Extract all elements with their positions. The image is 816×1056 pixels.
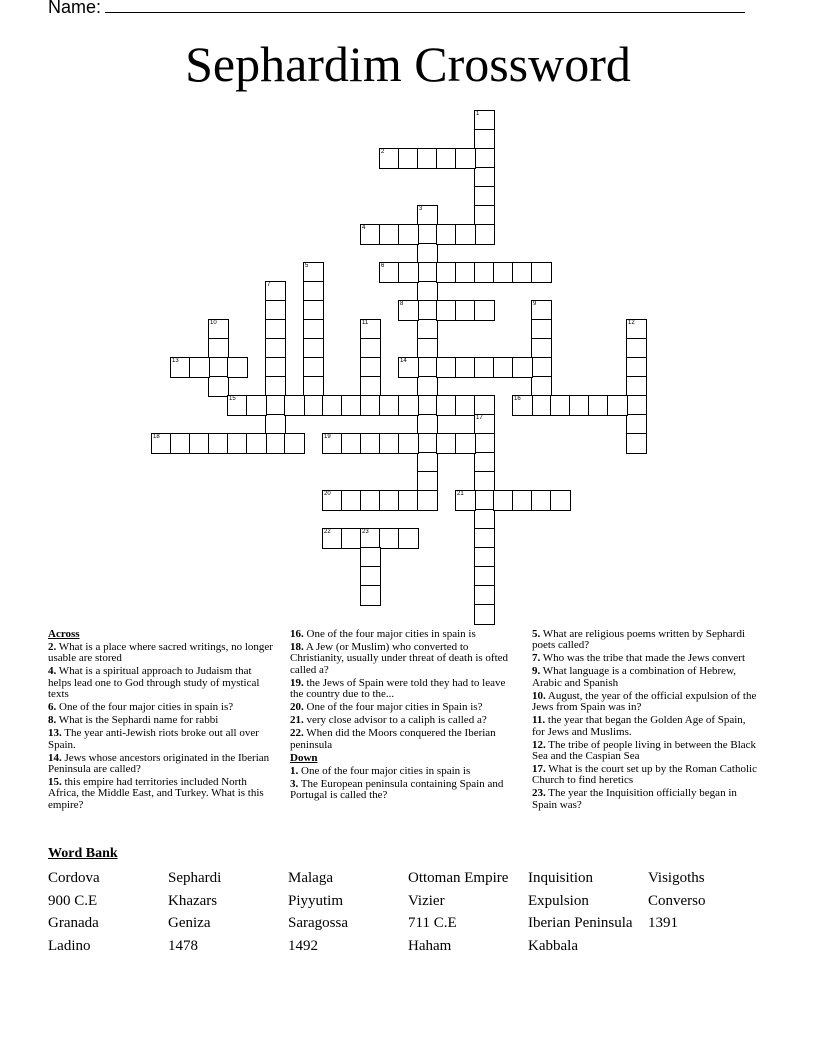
clue-text: What is a spiritual approach to Judaism that helps lead one to God through study of mystical texts xyxy=(48,665,260,701)
crossword-cell[interactable] xyxy=(474,433,495,454)
clue-section-heading: Down xyxy=(290,751,318,764)
crossword-cell[interactable] xyxy=(512,490,533,511)
crossword-cell[interactable] xyxy=(417,224,438,245)
crossword-cell[interactable] xyxy=(436,148,457,169)
crossword-cell[interactable] xyxy=(227,357,248,378)
clue-number: 15 xyxy=(229,396,236,402)
clue-number: 16 xyxy=(514,396,521,402)
clue-section-heading: Across xyxy=(48,628,80,640)
crossword-cell[interactable] xyxy=(379,528,400,549)
clue-text: When did the Moors conquered the Iberian peninsula xyxy=(290,727,496,751)
clue-number: 13 xyxy=(172,358,179,364)
crossword-cell[interactable] xyxy=(246,395,267,416)
crossword-cell[interactable] xyxy=(474,300,495,321)
crossword-cell[interactable] xyxy=(417,395,438,416)
crossword-cell[interactable] xyxy=(341,490,362,511)
clue xyxy=(532,764,760,787)
clue xyxy=(290,728,518,751)
clue-text: the year that began the Golden Age of Spain, for Jews and Muslims. xyxy=(532,714,746,738)
crossword-cell[interactable] xyxy=(417,281,438,302)
clue-number: 17. xyxy=(532,763,546,776)
clue xyxy=(532,691,760,714)
crossword-cell[interactable] xyxy=(474,205,495,226)
word-bank-item: 1478 xyxy=(168,937,198,954)
crossword-cell[interactable] xyxy=(531,395,552,416)
crossword-cell[interactable] xyxy=(303,300,324,321)
clue-number: 22 xyxy=(324,529,331,535)
crossword-cell[interactable] xyxy=(626,357,647,378)
clue-number: 7 xyxy=(267,282,271,288)
crossword-cell[interactable] xyxy=(474,528,495,549)
clue-number: 22. xyxy=(290,727,304,740)
clue-text: The European peninsula containing Spain and Portugal is called the? xyxy=(290,777,504,802)
crossword-cell[interactable] xyxy=(303,262,324,283)
crossword-cell[interactable] xyxy=(474,490,495,511)
clue xyxy=(48,753,276,776)
clue xyxy=(290,779,518,802)
word-bank-item: Inquisition xyxy=(528,870,594,886)
crossword-cell[interactable] xyxy=(474,110,495,131)
crossword-cell[interactable] xyxy=(417,433,438,454)
crossword-cell[interactable] xyxy=(493,262,514,283)
crossword-cell[interactable] xyxy=(588,395,609,416)
crossword-cell[interactable] xyxy=(379,148,400,169)
clues-column-3 xyxy=(532,629,760,813)
crossword-cell[interactable] xyxy=(360,376,381,397)
clue-number: 5. xyxy=(532,628,541,640)
clue-number: 18 xyxy=(153,434,160,440)
clue-number: 17 xyxy=(476,415,483,421)
crossword-cell[interactable] xyxy=(626,414,647,435)
clue-number: 21. xyxy=(290,714,304,727)
crossword-cell[interactable] xyxy=(303,319,324,340)
crossword-cell[interactable] xyxy=(265,414,286,435)
crossword-cell[interactable] xyxy=(626,338,647,359)
word-bank-item: 900 C.E xyxy=(48,892,98,909)
crossword-cell[interactable] xyxy=(189,433,210,454)
clue-number: 5 xyxy=(305,263,309,269)
crossword-cell[interactable] xyxy=(474,129,495,150)
clue xyxy=(48,777,276,811)
crossword-cell[interactable] xyxy=(512,262,533,283)
crossword-cell[interactable] xyxy=(493,357,514,378)
crossword-cell[interactable] xyxy=(322,395,343,416)
crossword-cell[interactable] xyxy=(607,395,628,416)
clue-number: 6. xyxy=(48,701,57,714)
crossword-cell[interactable] xyxy=(360,490,381,511)
clue-number: 21 xyxy=(457,491,464,497)
word-bank-item: 1492 xyxy=(288,937,318,954)
word-bank-item: 1391 xyxy=(648,915,678,931)
clue-text: What is the Sephardi name for rabbi xyxy=(56,714,219,727)
clue-number: 4 xyxy=(362,225,366,231)
clue-text: One of the four major cities in spain is xyxy=(298,764,471,777)
crossword-cell[interactable] xyxy=(398,357,419,378)
crossword-cell[interactable] xyxy=(417,319,438,340)
clue-number: 12. xyxy=(532,738,546,751)
clue xyxy=(532,629,760,652)
crossword-cell[interactable] xyxy=(436,262,457,283)
crossword-cell[interactable] xyxy=(474,566,495,587)
crossword-cell[interactable] xyxy=(360,566,381,587)
clue-number: 1. xyxy=(290,764,299,777)
word-bank-item: Converso xyxy=(648,892,706,909)
crossword-cell[interactable] xyxy=(474,547,495,568)
crossword-cell[interactable] xyxy=(303,338,324,359)
crossword-cell[interactable] xyxy=(417,243,438,264)
crossword-cell[interactable] xyxy=(379,433,400,454)
clue-text: Who was the tribe that made the Jews convert xyxy=(540,652,746,665)
crossword-cell[interactable] xyxy=(550,395,571,416)
crossword-cell[interactable] xyxy=(208,357,229,378)
crossword-cell[interactable] xyxy=(474,357,495,378)
crossword-cell[interactable] xyxy=(531,300,552,321)
crossword-cell[interactable] xyxy=(417,452,438,473)
clue xyxy=(532,740,760,763)
crossword-cell[interactable] xyxy=(265,433,286,454)
clue-text: this empire had territories included North Africa, the Middle East, and Turkey. What is this empire? xyxy=(48,776,264,811)
crossword-cell[interactable] xyxy=(455,357,476,378)
clue-text: The year anti-Jewish riots broke out all over Spain. xyxy=(48,727,259,751)
crossword-cell[interactable] xyxy=(398,262,419,283)
word-bank-item: Malaga xyxy=(288,870,333,886)
crossword-cell[interactable] xyxy=(360,433,381,454)
crossword-cell[interactable] xyxy=(417,376,438,397)
clue xyxy=(290,766,518,777)
clue-number: 2 xyxy=(381,149,385,155)
crossword-cell[interactable] xyxy=(531,357,552,378)
crossword-cell[interactable] xyxy=(360,547,381,568)
clue-number: 8 xyxy=(400,301,404,307)
crossword-cell[interactable] xyxy=(436,433,457,454)
crossword-cell[interactable] xyxy=(208,319,229,340)
clue-text: What is the court set up by the Roman Catholic Church to find heretics xyxy=(532,763,757,787)
crossword-cell[interactable] xyxy=(531,319,552,340)
clue-number: 20. xyxy=(290,701,304,714)
crossword-cell[interactable] xyxy=(379,224,400,245)
clue-number: 9 xyxy=(533,301,537,307)
crossword-cell[interactable] xyxy=(474,148,495,169)
crossword-cell[interactable] xyxy=(265,281,286,302)
crossword-cell[interactable] xyxy=(265,319,286,340)
clue-number: 9. xyxy=(532,665,541,678)
crossword-cell[interactable] xyxy=(265,300,286,321)
clue-text: The year the Inquisition officially began in Spain was? xyxy=(532,787,737,811)
crossword-cell[interactable] xyxy=(436,357,457,378)
clue xyxy=(532,653,760,664)
crossword-cell[interactable] xyxy=(303,357,324,378)
crossword-cell[interactable] xyxy=(436,224,457,245)
word-bank-item: Expulsion xyxy=(528,892,589,909)
word-bank-item: Cordova xyxy=(48,870,100,886)
crossword-cell[interactable] xyxy=(474,585,495,606)
clue-text: One of the four major cities in Spain is? xyxy=(303,701,483,714)
clue xyxy=(48,642,276,665)
clue-text: the Jews of Spain were told they had to leave the country due to the... xyxy=(290,676,506,701)
clue-number: 1 xyxy=(476,111,480,117)
crossword-cell[interactable] xyxy=(474,509,495,530)
crossword-cell[interactable] xyxy=(341,433,362,454)
clue-text: One of the four major cities in spain is xyxy=(303,628,476,640)
crossword-cell[interactable] xyxy=(626,395,647,416)
crossword-cell[interactable] xyxy=(417,490,438,511)
clue-number: 11 xyxy=(362,320,369,326)
word-bank-item: Sephardi xyxy=(168,870,222,886)
clue-number: 11. xyxy=(532,714,546,727)
crossword-cell[interactable] xyxy=(455,395,476,416)
crossword-cell[interactable] xyxy=(398,528,419,549)
crossword-cell[interactable] xyxy=(455,433,476,454)
clue xyxy=(290,629,518,640)
word-bank-item: Piyyutim xyxy=(288,892,344,909)
crossword-cell[interactable] xyxy=(626,433,647,454)
crossword-cell[interactable] xyxy=(417,148,438,169)
clue-number: 14. xyxy=(48,751,62,764)
crossword-cell[interactable] xyxy=(436,395,457,416)
clue-number: 13. xyxy=(48,727,62,740)
word-bank-item: 711 C.E xyxy=(408,915,457,931)
clue xyxy=(48,702,276,713)
crossword-cell[interactable] xyxy=(284,433,305,454)
clue-number: 23 xyxy=(362,529,369,535)
clue xyxy=(290,702,518,713)
crossword-cell[interactable] xyxy=(417,300,438,321)
crossword-cell[interactable] xyxy=(398,224,419,245)
crossword-cell[interactable] xyxy=(417,357,438,378)
crossword-cell[interactable] xyxy=(265,395,286,416)
clue-text: What are religious poems written by Sephardi poets called? xyxy=(532,628,746,652)
clue xyxy=(48,666,276,700)
clue-text: August, the year of the official expulsion of the Jews from Spain was in? xyxy=(532,689,757,714)
crossword-cell[interactable] xyxy=(512,395,533,416)
crossword-cell[interactable] xyxy=(303,395,324,416)
word-bank xyxy=(48,867,768,957)
clue-number: 6 xyxy=(381,263,385,269)
clues-column-1 xyxy=(48,629,276,813)
crossword-cell[interactable] xyxy=(398,395,419,416)
clue-text: very close advisor to a caliph is called a? xyxy=(303,714,487,727)
crossword-cell[interactable] xyxy=(626,376,647,397)
clue xyxy=(290,678,518,701)
crossword-cell[interactable] xyxy=(569,395,590,416)
clue-number: 10. xyxy=(532,689,546,702)
crossword-cell[interactable] xyxy=(170,357,191,378)
clue-text: One of the four major cities in spain is? xyxy=(56,701,234,714)
crossword-cell[interactable] xyxy=(436,300,457,321)
crossword-cell[interactable] xyxy=(455,490,476,511)
word-bank-heading: Word Bank xyxy=(48,846,118,861)
clue-text: A Jew (or Muslim) who converted to Christianity, usually under threat of death is ofted called a? xyxy=(290,641,509,676)
crossword-cell[interactable] xyxy=(322,528,343,549)
crossword-cell[interactable] xyxy=(493,490,514,511)
word-bank-item: Saragossa xyxy=(288,915,348,931)
crossword-cell[interactable] xyxy=(474,414,495,435)
crossword-cell[interactable] xyxy=(341,395,362,416)
clue xyxy=(532,788,760,811)
word-bank-item: Iberian Peninsula xyxy=(528,915,633,931)
crossword-cell[interactable] xyxy=(246,433,267,454)
crossword-cell[interactable] xyxy=(417,338,438,359)
crossword-cell[interactable] xyxy=(379,262,400,283)
crossword-cell[interactable] xyxy=(474,262,495,283)
clue-text: Jews whose ancestors originated in the Iberian Peninsula are called? xyxy=(48,751,270,776)
crossword-cell[interactable] xyxy=(379,490,400,511)
crossword-cell[interactable] xyxy=(360,224,381,245)
clue xyxy=(532,666,760,689)
clue-number: 16. xyxy=(290,628,304,640)
crossword-cell[interactable] xyxy=(474,471,495,492)
crossword-cell[interactable] xyxy=(531,262,552,283)
clue-number: 7. xyxy=(532,652,541,665)
crossword-cell[interactable] xyxy=(360,528,381,549)
clues-column-2 xyxy=(290,629,518,803)
crossword-cell[interactable] xyxy=(265,376,286,397)
clue-number: 19. xyxy=(290,676,304,689)
crossword-cell[interactable] xyxy=(189,357,210,378)
crossword-cell[interactable] xyxy=(531,376,552,397)
crossword-cell[interactable] xyxy=(322,433,343,454)
clue-number: 23. xyxy=(532,787,546,800)
crossword-cell[interactable] xyxy=(474,395,495,416)
crossword-cell[interactable] xyxy=(208,338,229,359)
word-bank-item: Granada xyxy=(48,915,99,931)
crossword-cell[interactable] xyxy=(512,357,533,378)
crossword-cell[interactable] xyxy=(360,319,381,340)
clue xyxy=(290,642,518,676)
clue-text: The tribe of people living in between the Black Sea and the Caspian Sea xyxy=(532,738,757,763)
clue xyxy=(48,715,276,726)
crossword-cell[interactable] xyxy=(398,490,419,511)
crossword-cell[interactable] xyxy=(417,262,438,283)
crossword-cell[interactable] xyxy=(208,433,229,454)
clue-number: 15. xyxy=(48,776,62,789)
word-bank-item: Ottoman Empire xyxy=(408,870,509,886)
crossword-cell[interactable] xyxy=(208,376,229,397)
clue xyxy=(532,715,760,738)
word-bank-item: Kabbala xyxy=(528,937,578,954)
clue-number: 20 xyxy=(324,491,331,497)
crossword-cell[interactable] xyxy=(398,300,419,321)
clue-text: What is a place where sacred writings, no longer usable are stored xyxy=(48,641,273,665)
crossword-cell[interactable] xyxy=(455,262,476,283)
crossword-cell[interactable] xyxy=(455,300,476,321)
page-title: Sephardim Crossword xyxy=(185,36,631,92)
clue-number: 18. xyxy=(290,641,304,653)
name-label: Name: xyxy=(48,0,102,17)
crossword-cell[interactable] xyxy=(303,376,324,397)
crossword-cell[interactable] xyxy=(322,490,343,511)
clue-number: 4. xyxy=(48,665,57,678)
word-bank-item: Visigoths xyxy=(648,870,705,886)
crossword-cell[interactable] xyxy=(379,395,400,416)
crossword-cell[interactable] xyxy=(626,319,647,340)
crossword-cell[interactable] xyxy=(474,224,495,245)
crossword-cell[interactable] xyxy=(417,414,438,435)
crossword-cell[interactable] xyxy=(474,452,495,473)
crossword-cell[interactable] xyxy=(550,490,571,511)
crossword-cell[interactable] xyxy=(474,604,495,625)
crossword-cell[interactable] xyxy=(531,490,552,511)
crossword-cell[interactable] xyxy=(455,148,476,169)
crossword-cell[interactable] xyxy=(417,471,438,492)
crossword-cell[interactable] xyxy=(531,338,552,359)
clue-number: 8. xyxy=(48,714,57,727)
clue-number: 2. xyxy=(48,641,57,653)
crossword-cell[interactable] xyxy=(303,281,324,302)
crossword-cell[interactable] xyxy=(360,357,381,378)
crossword-cell[interactable] xyxy=(455,224,476,245)
crossword-cell[interactable] xyxy=(360,338,381,359)
word-bank-item: Ladino xyxy=(48,937,91,954)
crossword-cell[interactable] xyxy=(265,338,286,359)
clue-number: 12 xyxy=(628,320,635,326)
clue-number: 3 xyxy=(419,206,423,212)
clue-number: 14 xyxy=(400,358,407,364)
clue-number: 3. xyxy=(290,777,299,790)
crossword-cell[interactable] xyxy=(265,357,286,378)
word-bank-item: Vizier xyxy=(408,892,445,909)
crossword-cell[interactable] xyxy=(341,528,362,549)
crossword-cell[interactable] xyxy=(360,585,381,606)
word-bank-item: Geniza xyxy=(168,915,211,931)
word-bank-item: Haham xyxy=(408,937,452,954)
word-bank-item: Khazars xyxy=(168,892,218,909)
crossword-cell[interactable] xyxy=(398,148,419,169)
clue xyxy=(290,715,518,726)
clue-number: 10 xyxy=(210,320,217,326)
crossword-cell[interactable] xyxy=(474,186,495,207)
crossword-cell[interactable] xyxy=(227,395,248,416)
crossword-cell[interactable] xyxy=(398,433,419,454)
crossword-cell[interactable] xyxy=(227,433,248,454)
crossword-cell[interactable] xyxy=(360,395,381,416)
crossword-cell[interactable] xyxy=(417,205,438,226)
clue-text: What language is a combination of Hebrew, Arabic and Spanish xyxy=(532,665,737,689)
crossword-cell[interactable] xyxy=(474,167,495,188)
crossword-cell[interactable] xyxy=(284,395,305,416)
crossword-cell[interactable] xyxy=(151,433,172,454)
clue-number: 19 xyxy=(324,434,331,440)
crossword-cell[interactable] xyxy=(170,433,191,454)
clue xyxy=(48,728,276,751)
